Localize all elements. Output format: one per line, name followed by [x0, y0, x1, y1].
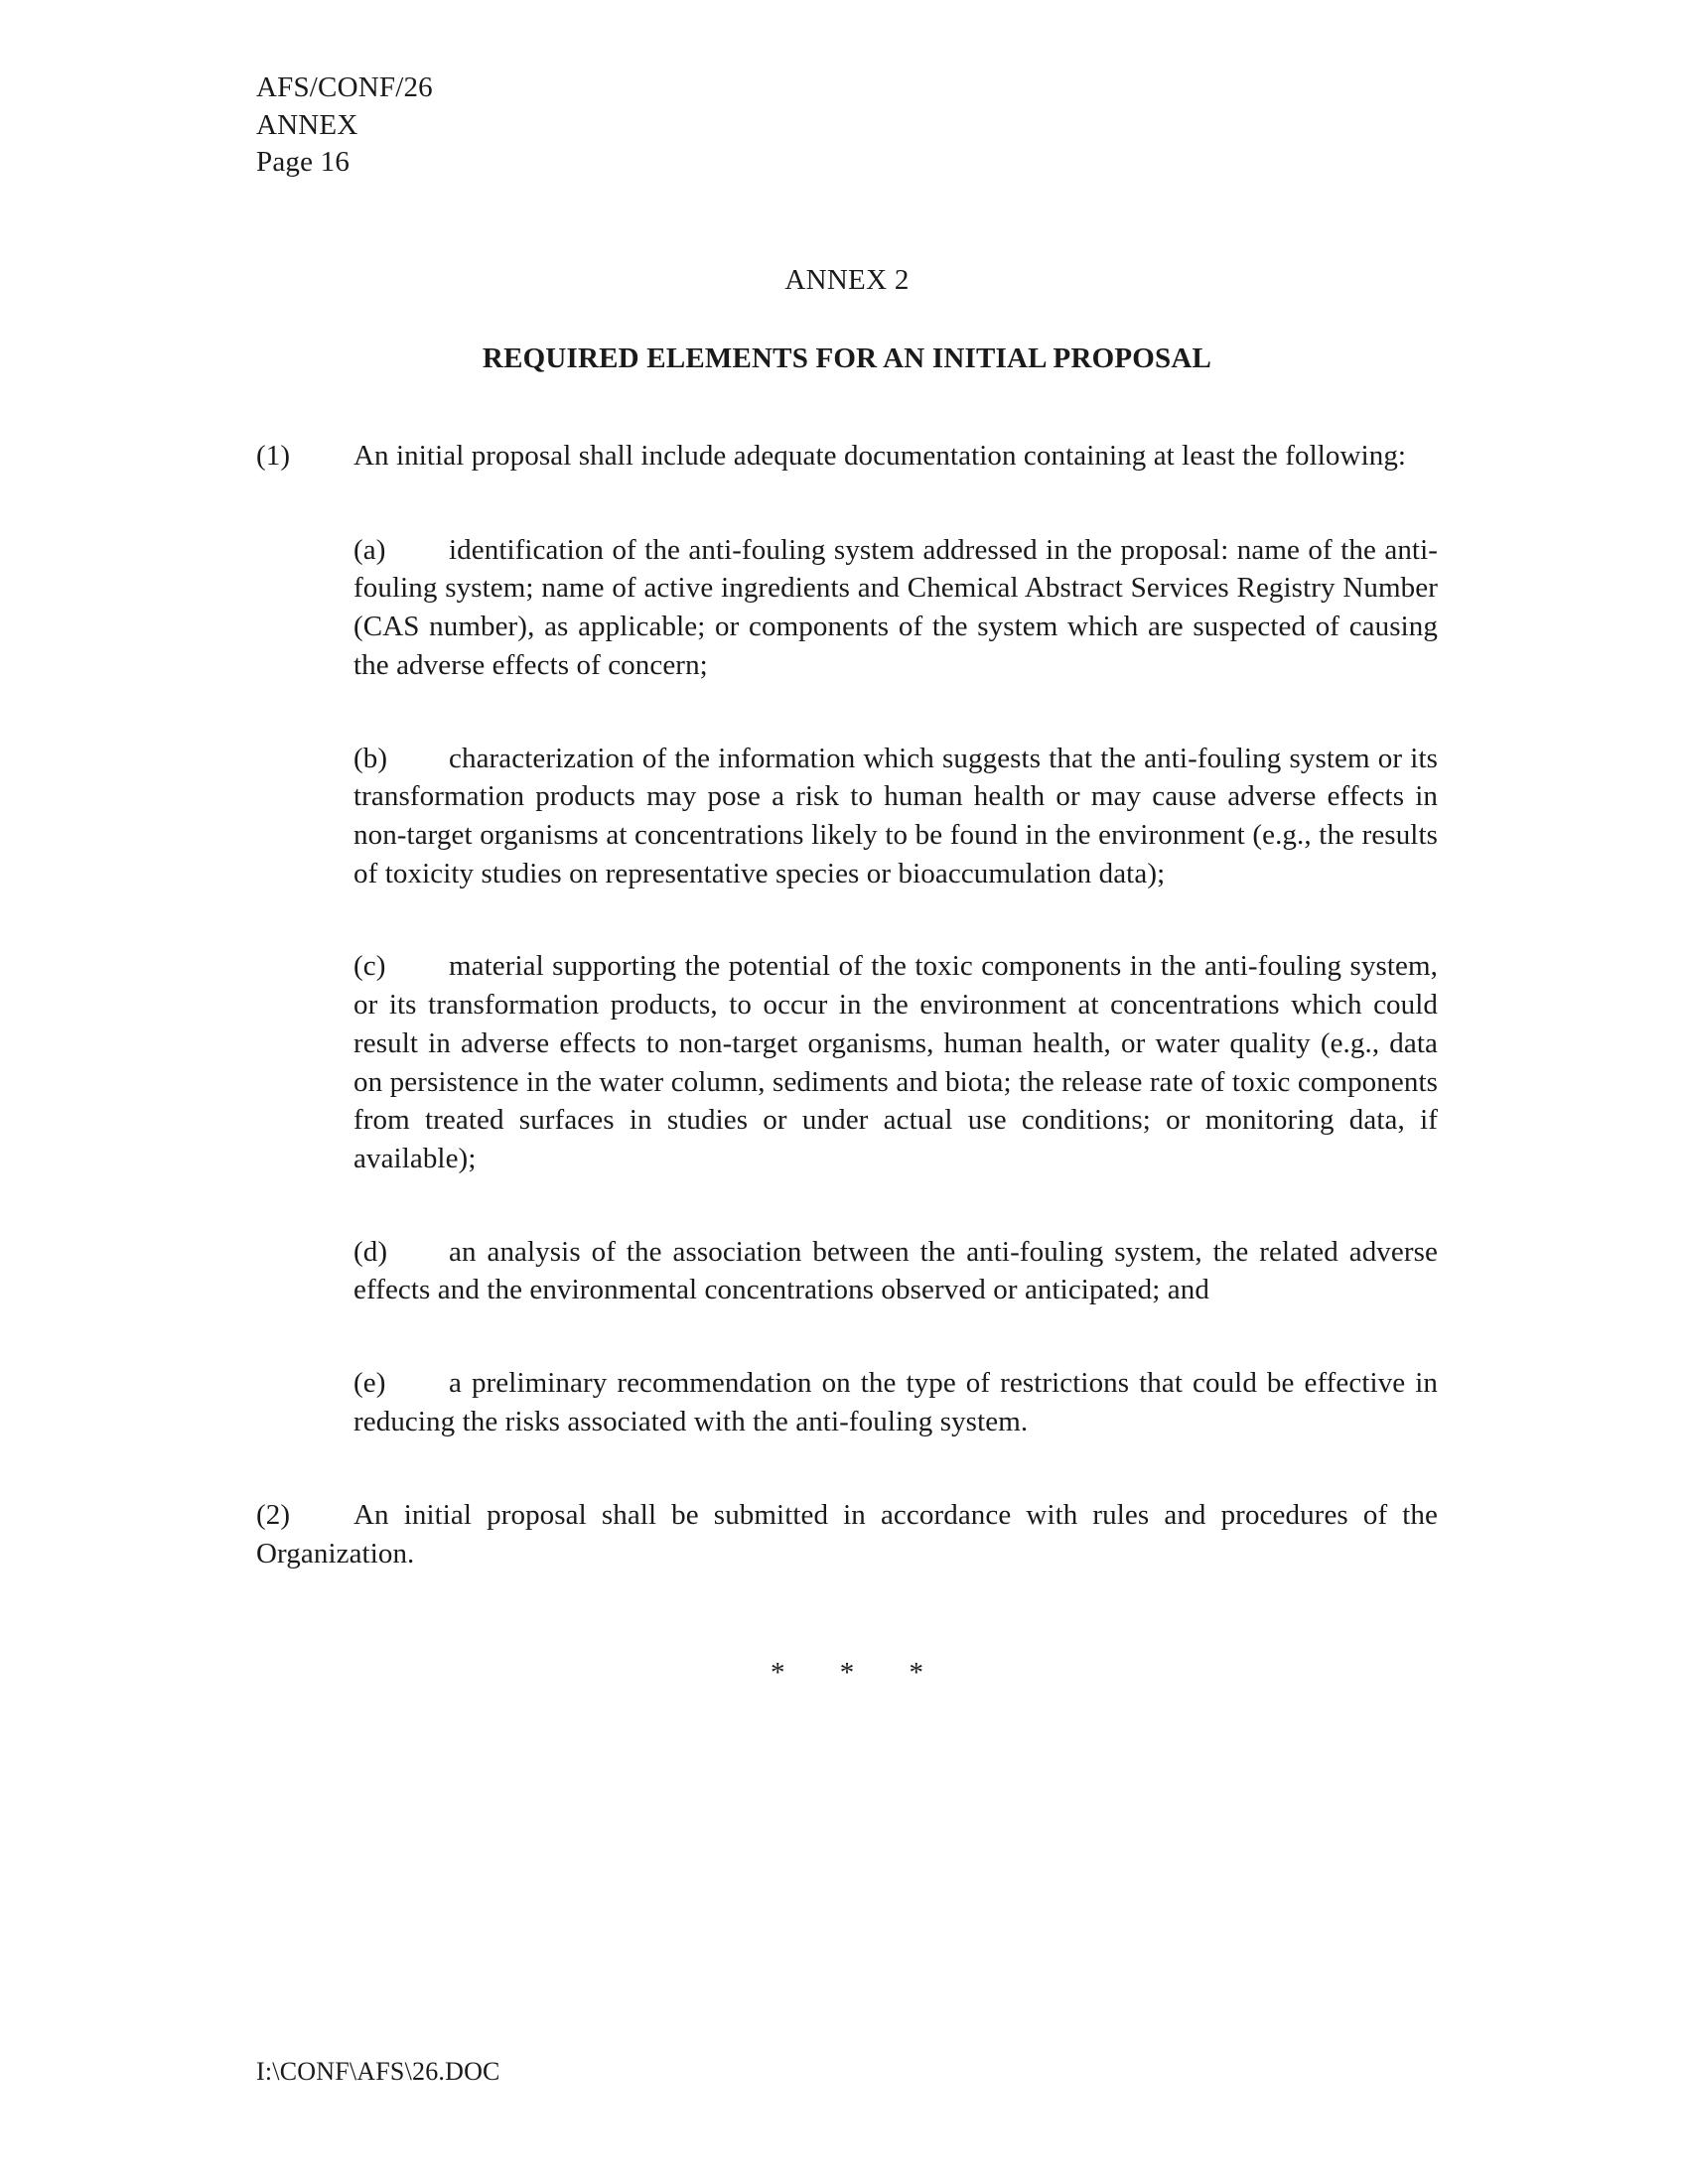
- annex-label: ANNEX: [256, 108, 358, 141]
- paragraph-1-text: An initial proposal shall include adequate documentation containing at least the following:: [353, 440, 1407, 473]
- paragraph-2-text: An initial proposal shall be submitted in accordance with rules and procedures of the Organization.: [256, 1499, 1438, 1570]
- subparagraph-c: [353, 947, 1438, 1177]
- document-symbol: AFS/CONF/26: [256, 71, 433, 103]
- subparagraph-c-label: (c): [353, 950, 386, 983]
- subparagraph-e-label: (e): [353, 1367, 386, 1400]
- subparagraph-e-text: a preliminary recommendation on the type of restrictions that could be effective in reducing the risks associated with the anti-fouling system.: [353, 1367, 1438, 1437]
- subparagraph-b-label: (b): [353, 742, 388, 774]
- annex-title: ANNEX 2: [784, 264, 910, 297]
- page-title: REQUIRED ELEMENTS FOR AN INITIAL PROPOSAL: [482, 342, 1212, 375]
- subparagraph-d: [353, 1233, 1438, 1309]
- paragraph-1: [256, 437, 1438, 476]
- subparagraph-a-label: (a): [353, 533, 386, 566]
- paragraph-2: [256, 1496, 1438, 1572]
- footer-file-path: I:\CONF\AFS\26.DOC: [256, 2057, 500, 2086]
- subparagraph-a-text: identification of the anti-fouling system addressed in the proposal: name of the anti-fouling system; name of active ingredients and Chemical Abstract Services Registry Number (CAS number), as applicable; or components of the system which are suspected of causing the adverse effects of concern;: [353, 533, 1438, 681]
- subparagraph-e: [353, 1364, 1438, 1440]
- paragraph-1-number: (1): [256, 440, 291, 473]
- subparagraph-b-text: characterization of the information which suggests that the anti-fouling system or its transformation products may pose a risk to human health or may cause adverse effects in non-target organisms at concentrations likely to be found in the environment (e.g., the results of toxicity studies on representative species or bioaccumulation data);: [353, 742, 1438, 889]
- subparagraph-c-text: material supporting the potential of the toxic components in the anti-fouling system, or its transformation products, to occur in the environment at concentrations which could result in adverse effects to non-target organisms, human health, or water quality (e.g., data on persistence in the water column, sediments and biota; the release rate of toxic components from treated surfaces in studies or under actual use conditions; or monitoring data, if available);: [353, 950, 1438, 1174]
- page-number-label: Page 16: [256, 146, 351, 179]
- subparagraph-d-text: an analysis of the association between the anti-fouling system, the related adverse effects and the environmental concentrations observed or anticipated; and: [353, 1235, 1438, 1306]
- section-separator: * * *: [771, 1656, 947, 1689]
- page-content: [256, 69, 1438, 1690]
- subparagraph-a: [353, 531, 1438, 685]
- paragraph-2-number: (2): [256, 1499, 291, 1532]
- document-header: [256, 69, 1438, 182]
- subparagraph-d-label: (d): [353, 1235, 388, 1268]
- subparagraph-b: [353, 740, 1438, 893]
